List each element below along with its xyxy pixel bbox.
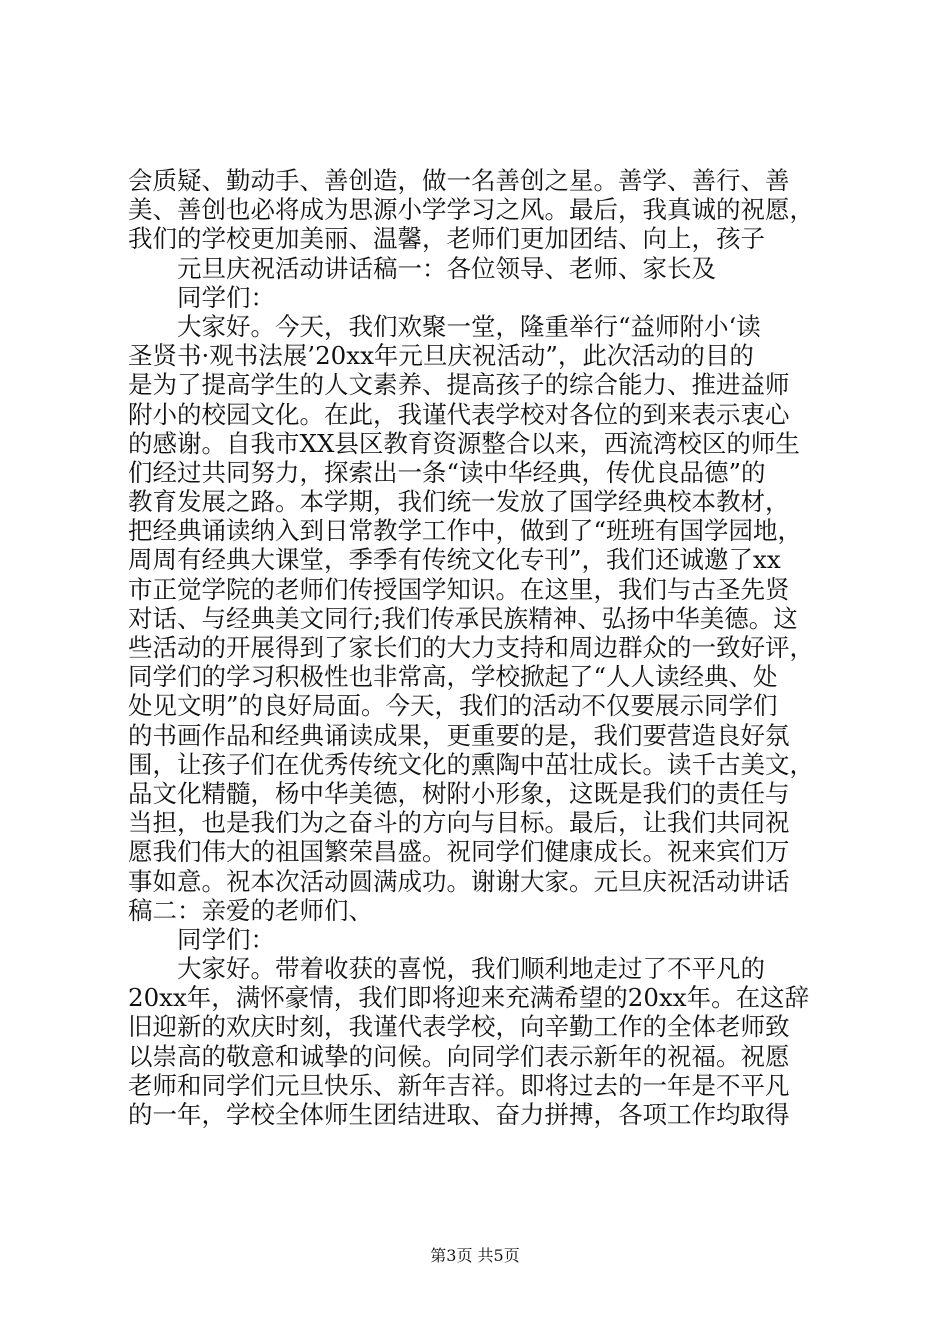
text-line: 大家好。带着收获的喜悦，我们顺利地走过了不平凡的 — [177, 954, 765, 984]
text-line: 老师和同学们元旦快乐、新年吉祥。即将过去的一年是不平凡 — [128, 1070, 790, 1100]
text-line: 教育发展之路。本学期，我们统一发放了国学经典校本教材， — [128, 487, 790, 517]
text-line: 周周有经典大课堂，季季有传统文化专刊”，我们还诚邀了xx — [128, 545, 781, 575]
text-line: 对话、与经典美文同行;我们传承民族精神、弘扬中华美德。这 — [128, 603, 798, 633]
paragraph — [128, 166, 828, 254]
text-line: 以崇高的敬意和诚挚的问候。向同学们表示新年的祝福。祝愿 — [128, 1041, 790, 1071]
text-line: 的感谢。自我市XX县区教育资源整合以来，西流湾校区的师生 — [128, 428, 800, 458]
text-line: 处见文明”的良好局面。今天，我们的活动不仅要展示同学们 — [128, 691, 778, 721]
text-line: 同学们： — [177, 282, 275, 312]
paragraph — [128, 312, 828, 925]
text-line: 圣贤书·观书法展’20xx年元旦庆祝活动”，此次活动的目的 — [128, 341, 754, 371]
paragraph — [128, 954, 828, 1129]
text-line: 20xx年，满怀豪情，我们即将迎来充满希望的20xx年。在这辞 — [128, 983, 810, 1013]
text-line: 旧迎新的欢庆时刻，我谨代表学校，向辛勤工作的全体老师致 — [128, 1012, 790, 1042]
text-line: 大家好。今天，我们欢聚一堂，隆重举行“益师附小‘读 — [177, 311, 761, 341]
text-line: 会质疑、勤动手、善创造，做一名善创之星。善学、善行、善 — [128, 166, 790, 195]
text-line: 的一年，学校全体师生团结进取、奋力拼搏，各项工作均取得 — [128, 1100, 790, 1129]
text-line: 附小的校园文化。在此，我谨代表学校对各位的到来表示衷心 — [128, 399, 790, 429]
text-line: 品文化精髓，杨中华美德，树附小形象，这既是我们的责任与 — [128, 778, 790, 808]
document-body — [128, 166, 828, 1129]
text-line: 同学们的学习积极性也非常高，学校掀起了“人人读经典、处 — [128, 662, 778, 692]
text-line: 愿我们伟大的祖国繁荣昌盛。祝同学们健康成长。祝来宾们万 — [128, 837, 790, 867]
text-line: 们经过共同努力，探索出一条“读中华经典，传优良品德”的 — [128, 457, 766, 487]
text-line: 稿二：亲爱的老师们、 — [128, 895, 373, 925]
paragraph — [128, 283, 828, 312]
page-footer: 第3页 共5页 — [430, 1246, 520, 1265]
text-line: 当担，也是我们为之奋斗的方向与目标。最后，让我们共同祝 — [128, 808, 790, 838]
text-line: 是为了提高学生的人文素养、提高孩子的综合能力、推进益师 — [128, 370, 790, 400]
text-line: 同学们： — [177, 924, 275, 954]
text-line: 些活动的开展得到了家长们的大力支持和周边群众的一致好评， — [128, 633, 814, 662]
text-line: 元旦庆祝活动讲话稿一：各位领导、老师、家长及 — [177, 253, 716, 283]
text-line: 的书画作品和经典诵读成果，更重要的是，我们要营造良好氛 — [128, 720, 790, 750]
text-line: 围，让孩子们在优秀传统文化的熏陶中茁壮成长。读千古美文， — [128, 749, 814, 779]
text-line: 美、善创也必将成为思源小学学习之风。最后，我真诚的祝愿， — [128, 195, 814, 225]
text-line: 市正觉学院的老师们传授国学知识。在这里，我们与古圣先贤 — [128, 574, 790, 604]
text-line: 事如意。祝本次活动圆满成功。谢谢大家。元旦庆祝活动讲话 — [128, 866, 790, 896]
paragraph — [128, 925, 828, 954]
paragraph — [128, 254, 828, 283]
text-line: 我们的学校更加美丽、温馨，老师们更加团结、向上，孩子 — [128, 224, 765, 254]
text-line: 把经典诵读纳入到日常教学工作中，做到了“班班有国学园地， — [128, 516, 803, 546]
